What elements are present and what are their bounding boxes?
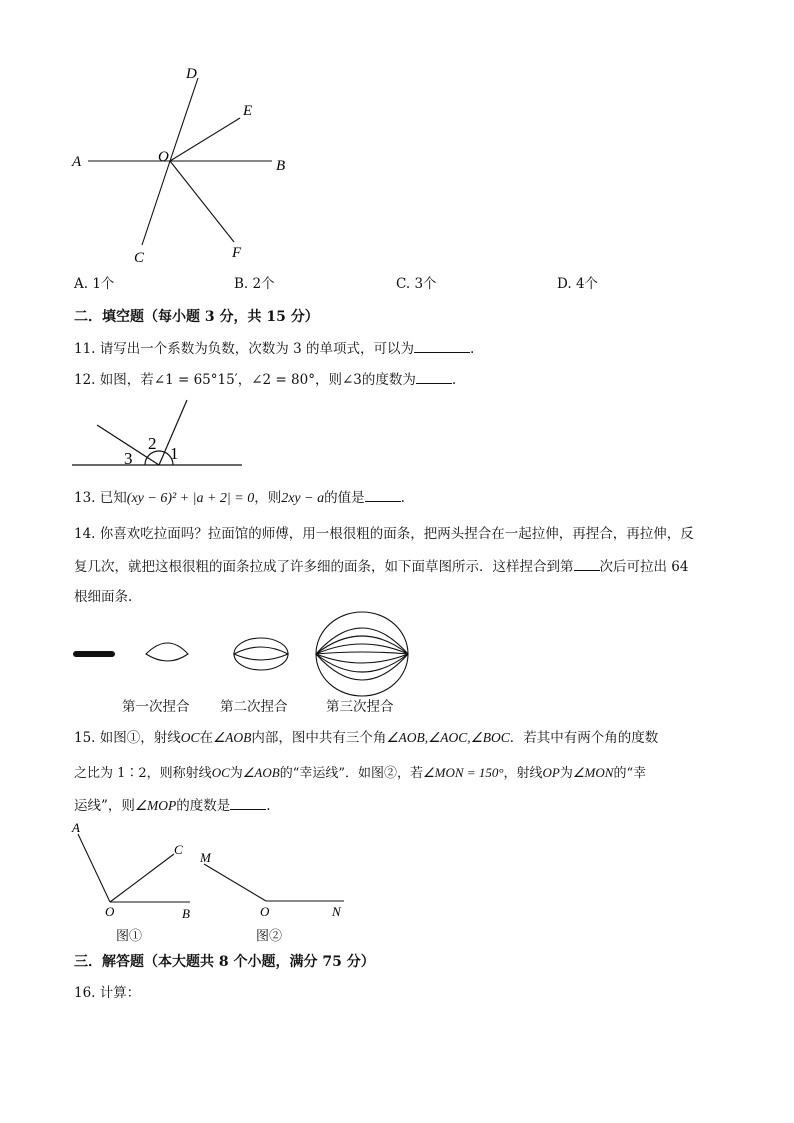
label-angle-2: 2	[148, 434, 157, 453]
section3-title: 三．解答题（本大题共 8 个小题，满分 75 分）	[74, 954, 375, 970]
label-b: B	[276, 158, 286, 174]
noodle-figure	[60, 610, 420, 700]
section2-title: 二．填空题（每小题 3 分，共 15 分）	[74, 309, 319, 325]
choice-d[interactable]: D. 4个	[557, 276, 599, 292]
answer-blank-13[interactable]	[365, 487, 401, 502]
question-11: 11. 请写出一个系数为负数，次数为 3 的单项式，可以为 .	[74, 338, 474, 359]
answer-blank-11[interactable]	[414, 338, 470, 353]
noodle-fold-3-g	[316, 654, 408, 680]
ray-om	[204, 864, 266, 901]
caption-fold-1: 第一次捏合	[122, 699, 190, 715]
answer-blank-12[interactable]	[416, 369, 452, 384]
choice-b[interactable]: B. 2个	[234, 276, 275, 292]
question-16: 16. 计算：	[74, 985, 141, 1001]
label-d: D	[186, 66, 197, 82]
choice-c[interactable]: C. 3个	[396, 276, 437, 292]
noodle-fold-2-outer	[234, 638, 288, 670]
label-angle-1: 1	[170, 444, 179, 463]
label-n: N	[332, 904, 341, 919]
noodle-fold-3-b	[316, 636, 408, 654]
label-a: A	[72, 820, 80, 835]
angle-figure-12	[70, 396, 250, 472]
figure-2-caption: 图②	[256, 928, 283, 943]
ray-od	[170, 78, 198, 161]
choice-a[interactable]: A. 1个	[74, 276, 115, 292]
figure-2-angle-mon	[196, 846, 356, 922]
question-14-line3: 根细面条.	[74, 589, 133, 605]
noodle-fold-3-outer	[316, 612, 408, 696]
noodle-fold-3-e	[316, 654, 408, 663]
label-f: F	[232, 245, 242, 261]
label-angle-3: 3	[124, 449, 133, 468]
label-c: C	[174, 842, 183, 857]
label-o: O	[260, 904, 270, 919]
figure-1-angle-aob	[66, 818, 196, 922]
ray-of	[170, 161, 234, 242]
label-o: O	[158, 149, 169, 165]
ray-oa	[78, 834, 110, 902]
rays-figure	[60, 60, 310, 270]
noodle-fold-1	[146, 643, 188, 661]
ray-oc	[142, 161, 170, 245]
noodle-fold-3-d	[316, 652, 408, 654]
label-o: O	[105, 904, 115, 919]
question-15-line2: 之比为 1∶2，则称射线OC为∠AOB的“幸运线”．如图②，若∠MON = 150°，射线OP为∠MON的“幸	[74, 765, 647, 781]
ray-oe	[170, 118, 240, 161]
figure-1-caption: 图①	[116, 928, 143, 943]
label-a: A	[72, 154, 82, 170]
answer-blank-14[interactable]	[574, 556, 600, 571]
question-14-line1: 14. 你喜欢吃拉面吗？拉面馆的师傅，用一根很粗的面条，把两头捏合在一起拉伸，再捏合，再拉伸，反	[74, 526, 694, 542]
label-b: B	[182, 906, 190, 921]
answer-blank-15[interactable]	[230, 795, 266, 810]
question-15-line1: 15. 如图①，射线OC在∠AOB内部，图中共有三个角∠AOB,∠AOC,∠BOC．若其中有两个角的度数	[74, 730, 659, 746]
question-12: 12. 如图，若∠1 = 65°15′，∠2 = 80°，则∠3的度数为 .	[74, 369, 456, 390]
question-14-line2: 复几次，就把这根很粗的面条拉成了许多细的面条，如下面草图所示．这样捏合到第 次后可拉出 64	[74, 556, 688, 577]
label-c: C	[134, 250, 145, 266]
ray-oc	[110, 854, 174, 902]
question-15-line3: 运线”，则∠MOP的度数是 .	[74, 795, 271, 816]
label-e: E	[243, 103, 253, 119]
noodle-fold-3-a	[316, 628, 408, 654]
question-13: 13. 已知(xy − 6)² + |a + 2| = 0，则2xy − a的值是 .	[74, 487, 405, 509]
label-m: M	[200, 850, 211, 865]
caption-fold-3: 第三次捏合	[326, 699, 394, 715]
noodle-fold-2-inner	[234, 647, 288, 660]
caption-fold-2: 第二次捏合	[220, 699, 288, 715]
